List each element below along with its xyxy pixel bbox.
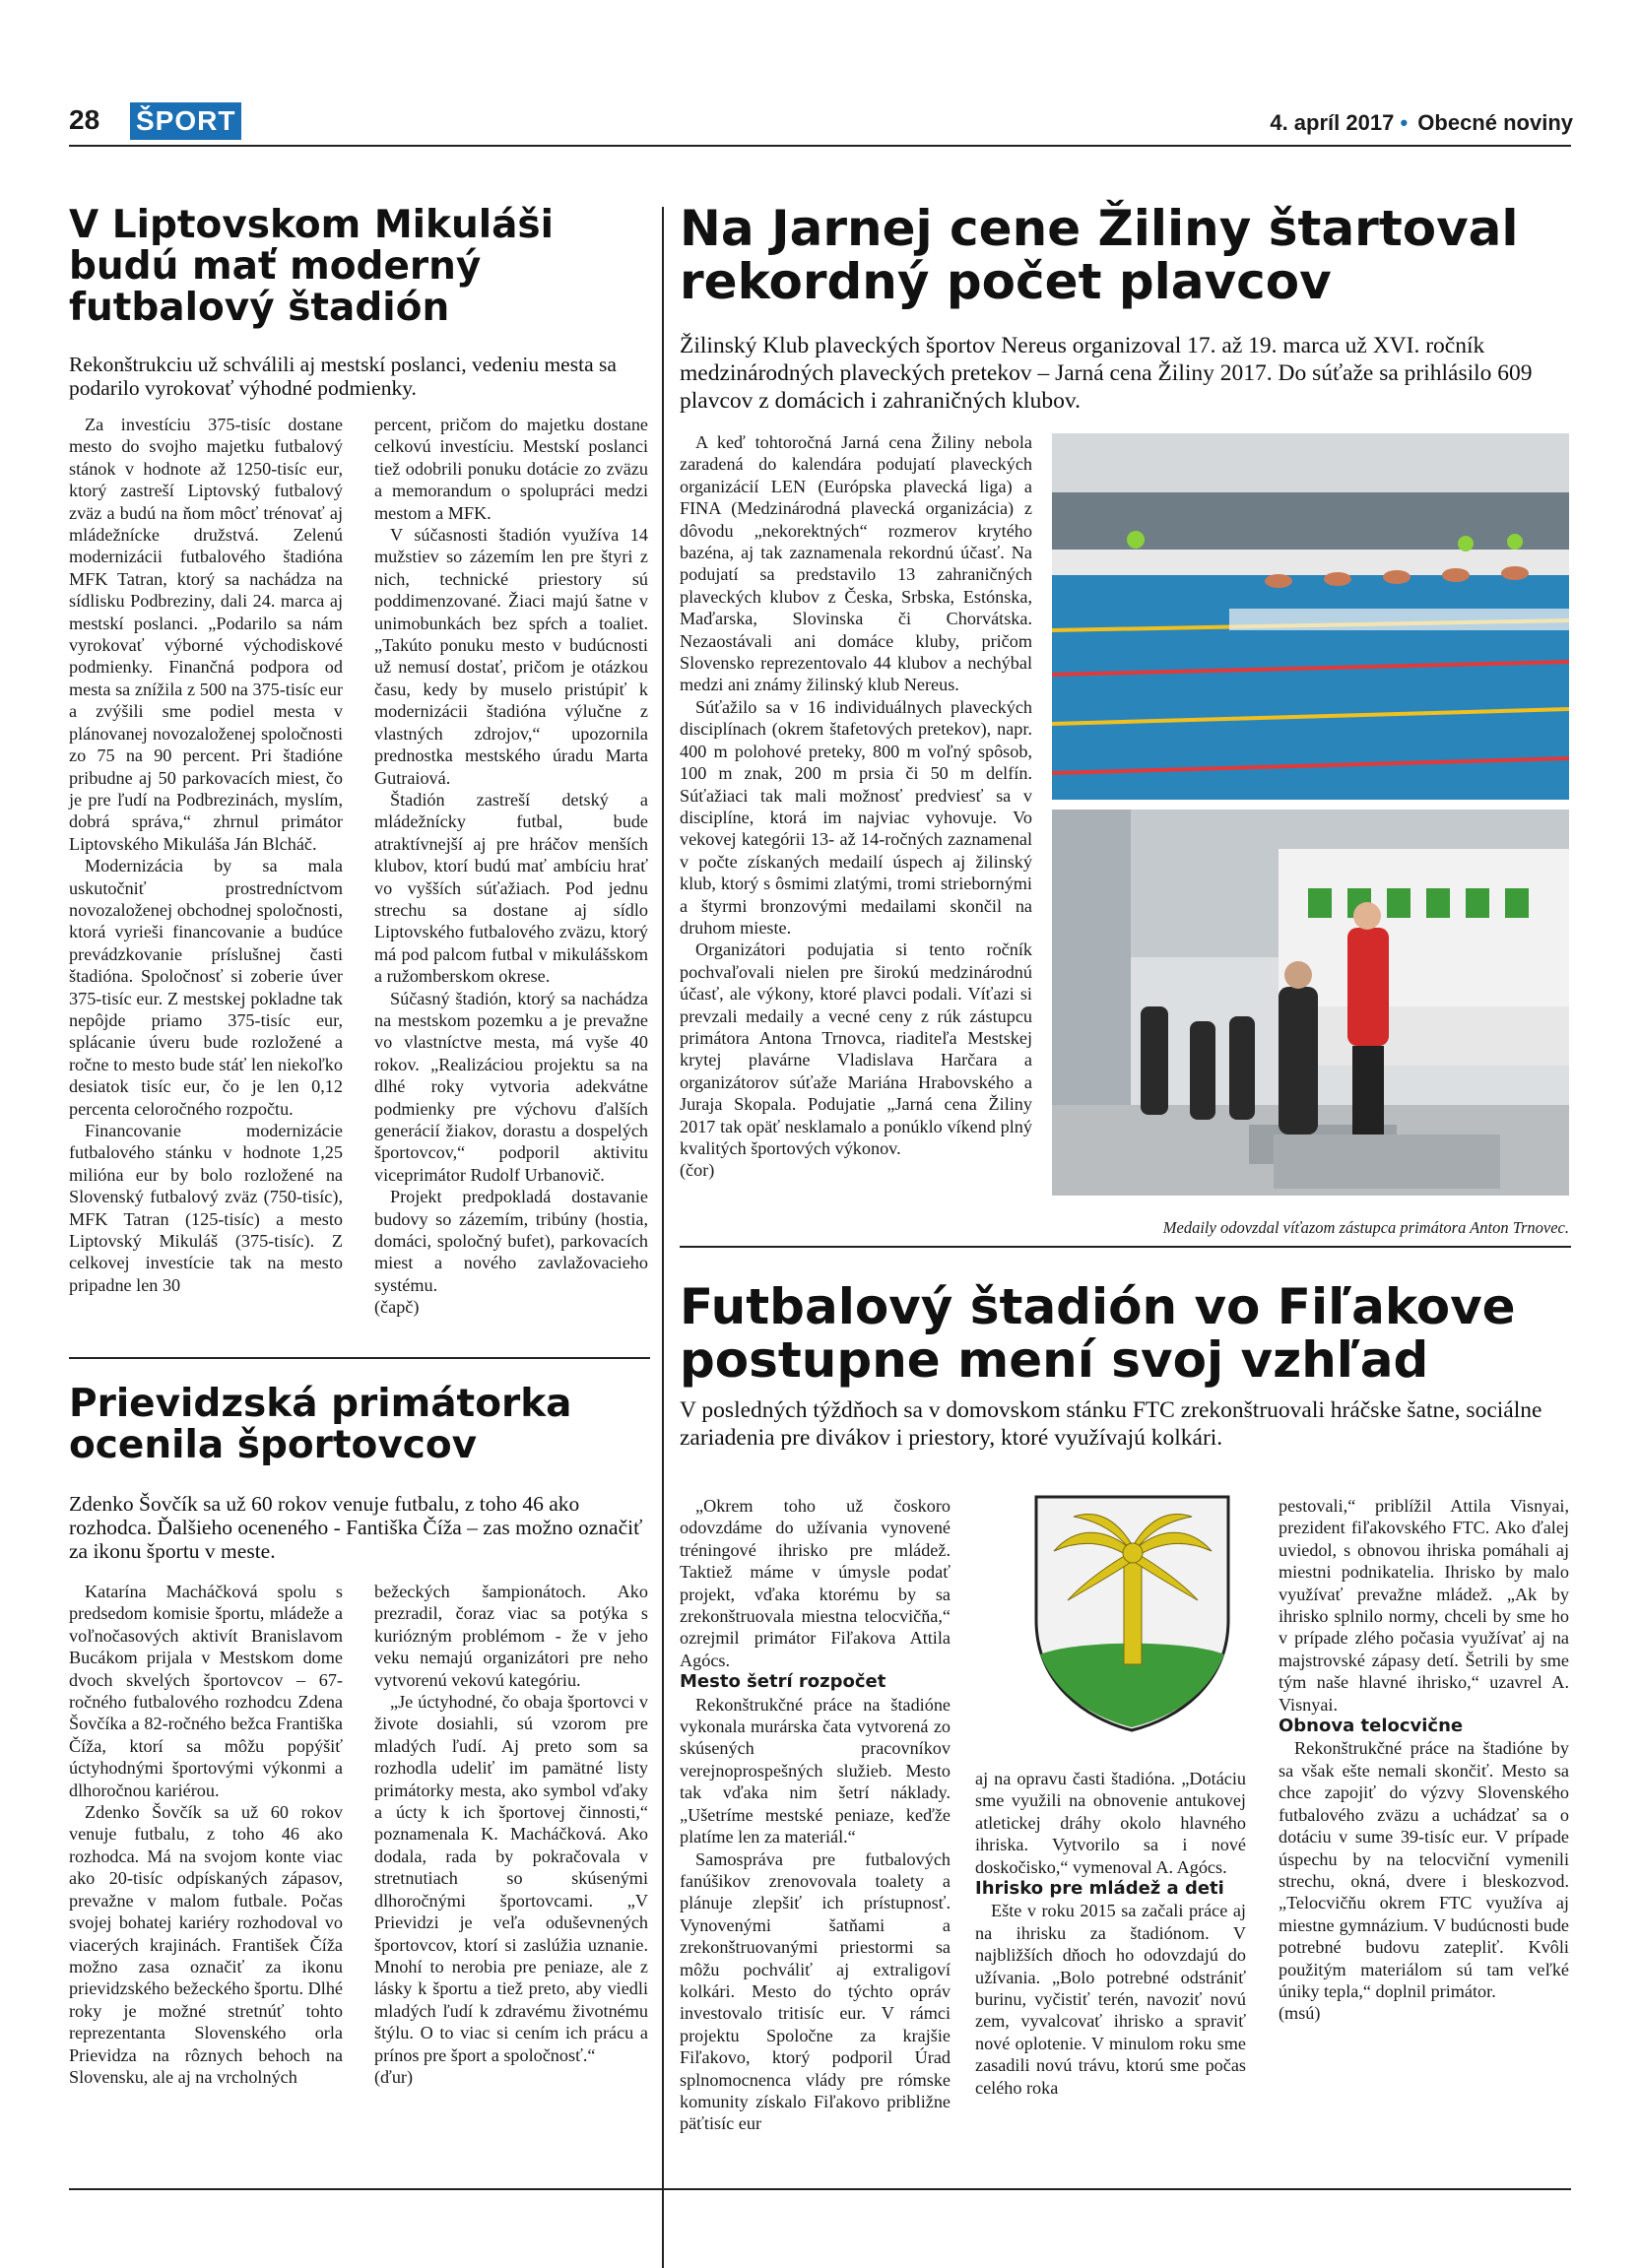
article4-col3-p2: Rekonštrukčné práce na štadióne by sa však ešte nemali skončiť. Mesto sa chce zapojiť do výzvy Slovenského futbalového zväzu a uchádzať sa o dotáciu v sume 39-tisíc eur. V prípade úspechu by na telocviční vymenili strechu, okná, dvere i bleskozvod. „Telocvičňu okrem FTC využíva aj miestne gymnázium. V budúcnosti bude potrebné budovu zatepliť. Kvôli použitým materiálom sú tam veľké úniky tepla,“ doplnil primátor. xyxy=(1279,1738,1569,2001)
article4-col1-p2: Samospráva pre futbalových fanúšikov zrenovovala toalety a plánuje zlepšiť ich prístupnosť. Vynovenými šatňami a zrekonštruovanými priestormi sa môžu pochváliť aj extraligoví kolkári. Mesto do týchto opráv investovalo tritisíc eur. V rámci projektu Spoločne za krajšie Fiľakovo, ktorý podporil Úrad splnomocnenca vlády pre rómske komunity získalo Fiľakovo približne päťtisíc eur xyxy=(680,1848,951,2134)
issue-date: 4. apríl 2017 xyxy=(1270,110,1395,135)
article1-col2-p1: percent, pričom do majetku dostane celkovú investíciu. Mestskí poslanci tiež odobrili ponuku dotácie zo zväzu a memorandum o spolupráci medzi mestom a MFK. xyxy=(374,415,648,523)
article2-bottom-rule xyxy=(680,1246,1571,1248)
article1-col2-p2: V súčasnosti štadión využíva 14 mužstiev so zázemím len pre štyri z nich, technické priestory sú poddimenzované. Žiaci majú šatne v unimobunkách bez spŕch a toaliet. „Takúto ponuku mesto v budúcnosti už nemusí dostať, pričom je otázkou času, kedy by muselo pristúpiť k modernizácii štadióna výlučne z vlastných zdrojov,“ upozornila prednostka mestského úradu Marta Gutraiová. xyxy=(374,525,648,788)
article4-col2-p2: Ešte v roku 2015 sa začali práce aj na ihrisku za štadiónom. V najbližších dňoch ho odovzdajú do užívania. „Bolo potrebné odstrániť burinu, vyčistiť terén, navoziť novú zem, vyvalcovať ihrisko a spraviť nové oplotenie. V minulom roku sme zasadili novú trávu, ktorú sme počas celého roka xyxy=(975,1901,1246,2098)
center-vertical-rule xyxy=(662,207,664,2268)
article1-lead: Rekonštrukciu už schválili aj mestskí poslanci, vedeniu mesta sa podarilo vyrokovať výhodné podmienky. xyxy=(69,353,617,400)
article2-col1-p1: A keď tohtoročná Jarná cena Žiliny nebola zaradená do kalendára podujatí plaveckých organizácií LEN (Európska plavecká liga) a FINA (Medzinárodná plavecká organizácia) z dôvodu „nekorektných“ rozmerov krytého bazéna, aj tak zaznamenala rekordnú účasť. Na podujatí sa predstavilo 13 zahraničných plaveckých klubov z Česka, Srbska, Estónska, Maďarska, Slovinska či Chorvátska. Nezaostávali ani domáce kluby, pričom Slovensko reprezentovalo 44 klubov a nechýbal medzi ani známy žilinský klub Nereus. xyxy=(680,432,1032,695)
article2-col1 xyxy=(680,431,1032,1182)
photo-swimming-start xyxy=(1052,433,1569,800)
article2-col1-p3: Organizátori podujatia si tento ročník pochvaľovali nielen pre širokú medzinárodnú účasť, ale výkony, ktoré plavci podali. Víťazi si prevzali medaily a vecné ceny z rúk zástupcu primátora Antona Trnovca, riaditeľa Mestskej krytej plavárne Vladislava Harčara a organizátorov súťaže Mariána Hrabovského a Juraja Skopala. Podujatie „Jarná cena Žiliny 2017 tak opäť nesklamalo a ponúklo víkend plný kvalitých športových výkonov. xyxy=(680,940,1032,1158)
photo-caption: Medaily odovzdal víťazom zástupca primátora Anton Trnovec. xyxy=(1162,1218,1569,1237)
article3-lead: Zdenko Šovčík sa už 60 rokov venuje futbalu, z toho 46 ako rozhodca. Ďalšieho oceneného - Fantiška Číža – zas možno označiť za ikonu športu v meste. xyxy=(69,1492,643,1563)
article3-col1 xyxy=(69,1581,343,2088)
article1-col2-p5: Projekt predpokladá dostavanie budovy so zázemím, tribúny (hostia, domáci, spoločný bufet), parkovacích miest a nového zavlažovacieho systému. xyxy=(374,1187,648,1295)
article2-headline: Na Jarnej cene Žiliny štartoval rekordný počet plavcov xyxy=(680,200,1519,310)
article4-sub3: Obnova telocvične xyxy=(1279,1716,1464,1737)
article1-col2-p3: Štadión zastreší detský a mládežnícky futbal, bude atraktívnejší aj pre hráčov menších klubov, ktorí budú mať ambíciu hrať vo vyšších súťažiach. Pod jednu strechu sa dostane aj sídlo Liptovského futbalového zväzu, ktorý má pod palcom futbal v mikulášskom a ružomberskom okrese. xyxy=(374,789,648,987)
article4-col1-intro: „Okrem toho už čoskoro odovzdáme do užívania vynovené tréningové ihrisko pre mládež. Taktiež máme v úmysle podať projekt, vďaka ktorému by sa zrekonštruovala miestna telocvičňa,“ ozrejmil primátor Fiľakova Attila Agócs. xyxy=(680,1496,951,1670)
ceremony-illustration xyxy=(1052,810,1569,1196)
article3-col2-p1: bežeckých šampionátoch. Ako prezradil, čoraz viac sa potýka s kuriózným problémom - že v jeho veku nemajú organizátori pre neho vytvorenú vekovú kategóriu. xyxy=(374,1582,648,1690)
article4-col1 xyxy=(680,1495,951,2135)
filakovo-crest xyxy=(1017,1482,1248,1738)
article4-sub2: Ihrisko pre mládež a deti xyxy=(975,1878,1224,1900)
article3-col1-p1: Katarína Macháčková spolu s predsedom komisie športu, mládeže a voľnočasových aktivít Branislavom Bucákom prijala v Mestskom dome dvoch skvelých športovcov – 67-ročného futbalového rozhodcu Zdena Šovčíka a 82-ročného bežca Františka Číža, ktorí sa môžu popýšiť úctyhodnými športovými výkonmi a dlhoročnou kariérou. xyxy=(69,1582,343,1800)
article3-col2 xyxy=(374,1581,648,2088)
article2-col1-p2: Súťažilo sa v 16 individuálnych plaveckých disciplínach (okrem štafetových pretekov), napr. 400 m polohové preteky, 800 m voľný spôsob, 100 m znak, 200 m prsia či 50 m delfín. Súťažiaci tak mali možnosť predviesť sa v disciplíne, ktorá im najviac vyhovuje. Vo vekovej kategórii 13- až 14-ročných zaznamenal v počte získaných medailí úspech aj žilinský klub, ktorý s ôsmimi zlatými, tromi striebornými a štyrmi bronzovými medailami skončil na druhom mieste. xyxy=(680,696,1032,938)
article4-signature: (msú) xyxy=(1279,2003,1321,2024)
article1-col1 xyxy=(69,414,343,1296)
article1-signature: (čapč) xyxy=(374,1297,420,1318)
article1-col1-p2: Modernizácia by sa mala uskutočniť prostredníctvom novozaloženej obchodnej spoločnosti, ktorá vyrieši financovanie a budúce prevádzkovanie príslušnej časti štadióna. Spoločnosť si zoberie úver 375-tisíc eur. Z mestskej pokladne tak nepôjde priamo 375-tisíc eur, splácanie úveru bude rozložené a ročne to mesto bude stáť len niekoľko desiatok tisíc eur, čo je len 0,12 percenta celoročného rozpočtu. xyxy=(69,856,343,1119)
article2-signature: (čor) xyxy=(680,1160,715,1181)
article1-col2-p4: Súčasný štadión, ktorý sa nachádza na mestskom pozemku a je prevažne vo vlastníctve mesta, má vyše 40 rokov. „Realizáciou projektu sa na dlhé roky vytvoria adekvátne podmienky pre výchovu ďalších generácií žiakov, dorastu a dospelých športovcov,“ podporil aktivitu viceprimátor Rudolf Urbanovič. xyxy=(374,988,648,1185)
page-number: 28 xyxy=(69,104,100,135)
article2-lead: Žilinský Klub plaveckých športov Nereus organizoval 17. až 19. marca už XVI. ročník medzinárodných plaveckých pretekov – Jarná cena Žiliny 2017. Do súťaže sa prihlásilo 609 plavcov z domácich i zahraničných klubov. xyxy=(680,333,1533,414)
pool-illustration xyxy=(1052,433,1569,800)
article1-col1-p3: Financovanie modernizácie futbalového stánku v hodnote 1,25 milióna eur by bolo rozložené na Slovenský futbalový zväz (750-tisíc), MFK Tatran (125-tisíc) a mesto Liptovský Mikuláš (375-tisíc). Z celkovej investície tak na mesto pripadne len 30 xyxy=(69,1121,343,1295)
page-bottom-rule xyxy=(69,2188,1571,2190)
article1-bottom-rule xyxy=(69,1357,650,1359)
header-rule xyxy=(69,145,1571,147)
photo-medal-ceremony xyxy=(1052,810,1569,1196)
article3-signature: (ďur) xyxy=(374,2066,414,2087)
article4-col1-p1: Rekonštrukčné práce na štadióne vykonala murárska čata vytvorená zo skúsených pracovníkov verejnoprospešných služieb. Mesto tak vďaka nim šetrí náklady. „Ušetríme mestské peniaze, keďže platíme len za materiál.“ xyxy=(680,1694,951,1847)
article1-col2 xyxy=(374,414,648,1319)
bullet: • xyxy=(1400,110,1409,135)
article4-headline: Futbalový štadión vo Fiľakove postupne mení svoj vzhľad xyxy=(680,1278,1516,1389)
article3-col2-p2: „Je úctyhodné, čo obaja športovci v živote dosiahli, sú vzorom pre mladých ľudí. Aj preto som sa rozhodla udeliť im pamätné listy primátorky mesta, ako symbol vďaky a úcty k ich športovej činnosti,“ poznamenala K. Macháčková. Ako dodala, rada by pokračovala v stretnutiach so skúsenými dlhoročnými športovcami. „V Prievidzi je veľa oduševnených športovcov, ktorí si zaslúžia uznanie. Mnohí to nerobia pre peniaze, ale z lásky k športu a tiež preto, aby viedli mladých ľudí k zdravému životnému štýlu. O to viac si cením ich prácu a prínos pre šport a spoločnosť.“ xyxy=(374,1692,648,2065)
article3-headline: Prievidzská primátorka ocenila športovcov xyxy=(69,1382,572,1468)
section-label: ŠPORT xyxy=(130,102,241,140)
palm-crest-icon xyxy=(1017,1482,1248,1738)
article4-col2-p1: aj na opravu časti štadióna. „Dotáciu sme využili na obnovenie antukovej atletickej dráhy okolo hlavného ihriska. Vytvorilo sa i nové doskočisko,“ vymenoval A. Agócs. xyxy=(975,1769,1246,1877)
paper-name: Obecné noviny xyxy=(1417,110,1573,135)
article4-sub1: Mesto šetrí rozpočet xyxy=(680,1671,886,1693)
article4-col2 xyxy=(975,1768,1246,2099)
article1-headline: V Liptovskom Mikuláši budú mať moderný futbalový štadión xyxy=(69,203,555,331)
article1-col1-p1: Za investíciu 375-tisíc dostane mesto do svojho majetku futbalový stánok v hodnote až 1250-tisíc eur, ktorý zastreší Liptovský futbalový zväz a budú na ňom môcť trénovať aj mládežnícke družstvá. Zelenú modernizácii futbalového štadióna MFK Tatran, ktorý sa nachádza na sídlisku Podbreziny, dali 24. marca aj mestskí poslanci. „Podarilo sa nám vyrokovať výborné východiskové podmienky. Finančná podpora od mesta sa znížila z 500 na 375-tisíc eur a zvýšili sme podiel mesta v plánovanej novozaloženej spoločnosti zo 75 na 90 percent. Pri štadióne pribudne aj 50 parkovacích miest, čo je pre ľudí na Podbrezinách, myslím, dobrá správa,“ zhrnul primátor Liptovského Mikuláša Ján Blcháč. xyxy=(69,415,343,854)
article4-col3 xyxy=(1279,1495,1569,2025)
article4-lead: V posledných týždňoch sa v domovskom stánku FTC zrekonštruovali hráčske šatne, sociálne zariadenia pre divákov i priestory, ktoré využívajú kolkári. xyxy=(680,1397,1542,1451)
article4-col3-p1: pestovali,“ priblížil Attila Visnyai, prezident fiľakovského FTC. Ako ďalej uviedol, s obnovou ihriska pomáhali aj miestni podnikatelia. Ihrisko by malo využívať prevažne mládež. „Ak by ihrisko splnilo normy, chceli by sme ho v prípade zlého počasia využívať aj na majstrovské zápasy detí. Šetrili by sme tým naše hlavné ihrisko,“ uzavrel A. Visnyai. xyxy=(1279,1496,1569,1715)
masthead-right xyxy=(1270,110,1573,136)
article3-col1-p2: Zdenko Šovčík sa už 60 rokov venuje futbalu, z toho 46 ako rozhodca. Má na svojom konte viac ako 20-tisíc odpískaných zápasov, prevažne v malom futbale. Počas svojej bohatej kariéry rozhodoval vo viacerých krajinách. František Číža možno zasa označiť za ikonu prievidzského bežeckého športu. Dlhé roky je možné stretnúť tohto reprezentanta Slovenského orla Prievidza na rôznych behoch na Slovensku, ale aj na vrcholných xyxy=(69,1802,343,2087)
